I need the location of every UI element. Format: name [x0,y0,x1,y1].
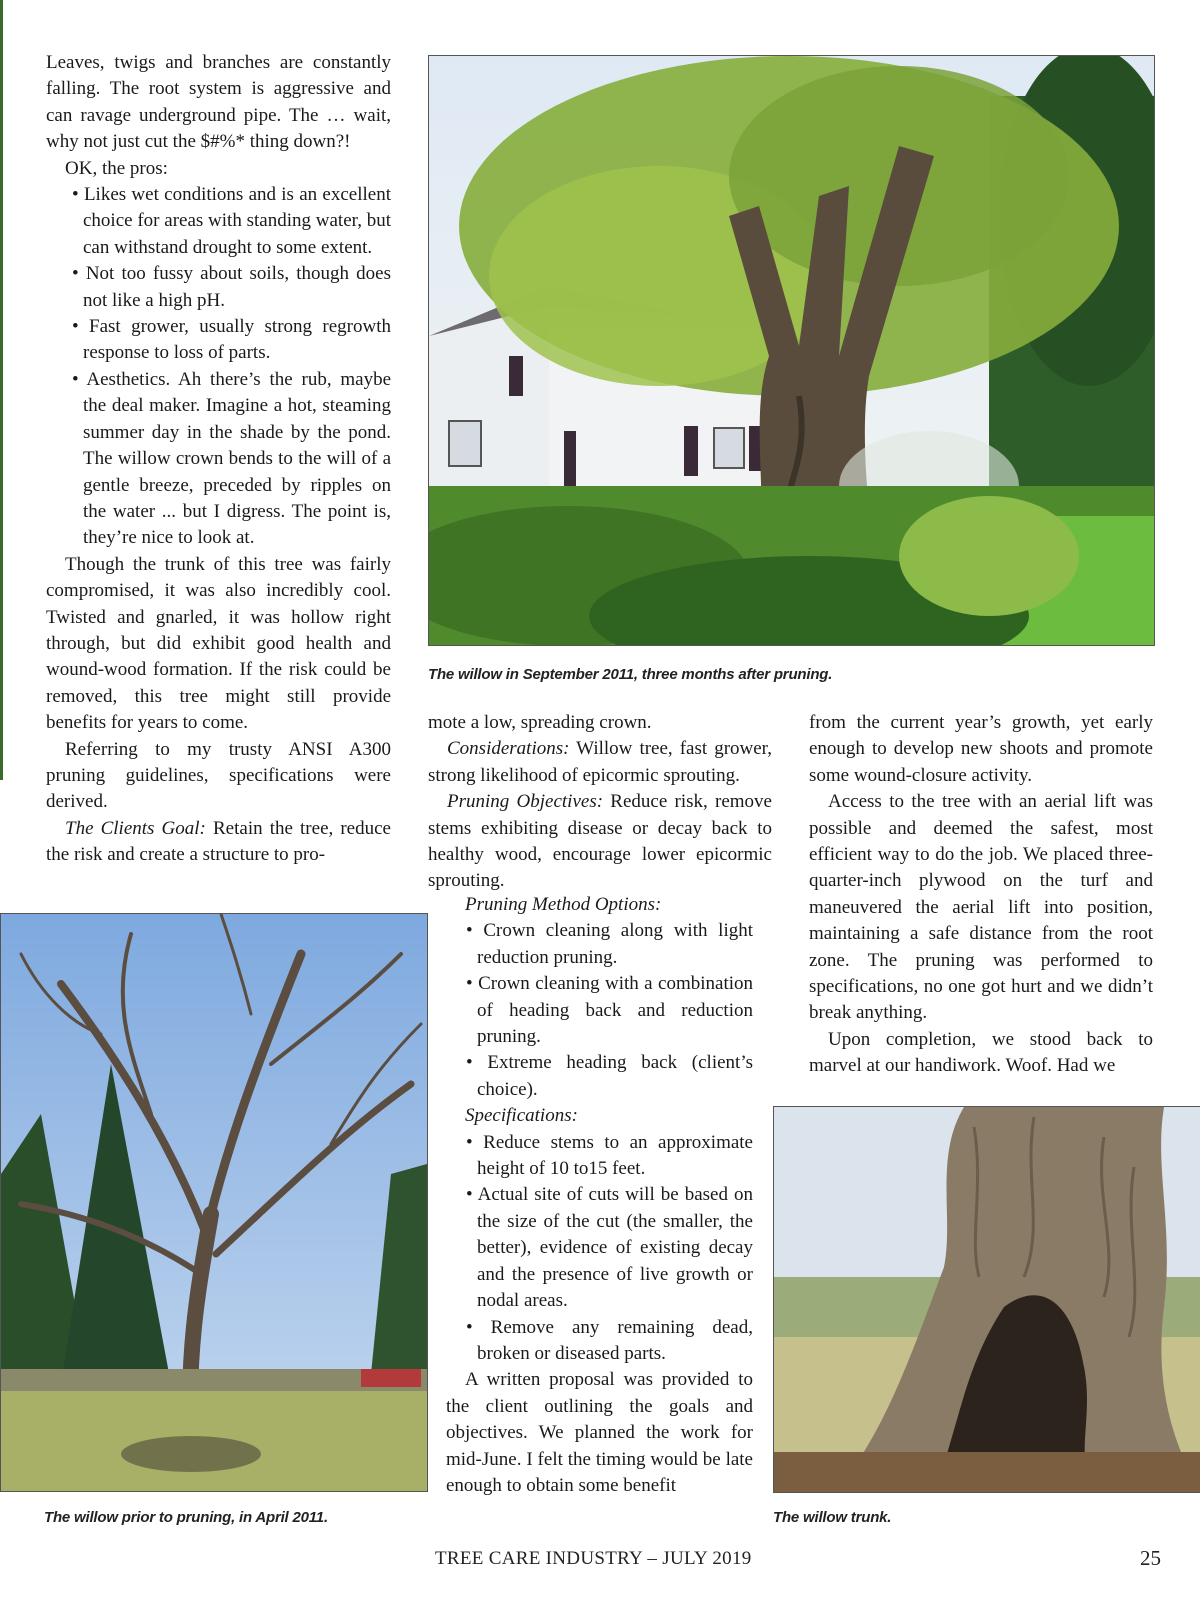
column-3 [809,710,1153,1080]
considerations-paragraph: Considerations: Willow tree, fast grower, strong likelihood of epicormic sprouting. [428,738,772,786]
spec-item: • Remove any remaining dead, broken or diseased parts. [466,1316,753,1364]
pros-item: • Aesthetics. Ah there’s the rub, maybe the deal maker. Imagine a hot, steaming summer day in the shade by the pond. The willow crown bends to the will of a gentle breeze, preceded by ripples on the water ... but I digress. The point is, they’re nice to look at. [72,368,391,549]
photo-willow-trunk [773,1106,1200,1493]
column-1 [46,50,391,869]
column-2-lower [446,892,753,1499]
method-options [446,892,753,1367]
pros-item: • Likes wet conditions and is an excellent choice for areas with standing water, but can withstand drought to some extent. [72,184,392,258]
method-label: Pruning Method Options: [465,894,662,915]
photo-willow-before-pruning [0,913,428,1492]
goal-continued: mote a low, spreading crown. [428,712,652,733]
col3-paragraph-2: Access to the tree with an aerial lift was possible and deemed the safest, most efficient way to do the job. We placed three-quarter-inch plywood on the turf and maneuvered the aerial lift into position, maintaining a safe distance from the root zone. The pruning was performed to specifications, no one got hurt and we didn’t break anything. [809,791,1153,1024]
page-edge-strip [0,0,3,780]
goal-paragraph: The Clients Goal: Retain the tree, reduce the risk and create a structure to pro- [46,817,391,866]
considerations-label: Considerations: [447,738,570,760]
goal-label: The Clients Goal: [65,817,206,839]
trunk-paragraph: Though the trunk of this tree was fairly compromised, it was also incredibly cool. Twisted and gnarled, it was hollow right through, but did exhibit good health and wound-wood formation. If the risk could be removed, this tree might still provide benefits for years to come. [46,553,391,734]
pros-item: • Fast grower, usually strong regrowth response to loss of parts. [72,316,391,364]
caption-top-photo: The willow in September 2011, three months after pruning. [428,666,833,683]
page-number: 25 [1140,1546,1161,1570]
method-item: • Crown cleaning along with light reduction pruning. [466,920,753,968]
caption-left-photo: The willow prior to pruning, in April 2011. [44,1509,328,1526]
col3-paragraph-3: Upon completion, we stood back to marvel at our handiwork. Woof. Had we [809,1028,1153,1077]
ansi-paragraph: Referring to my trusty ANSI A300 pruning guidelines, specifications were derived. [46,738,391,813]
method-item: • Crown cleaning with a combination of heading back and reduction pruning. [466,973,753,1048]
method-item: • Extreme heading back (client’s choice). [466,1052,753,1100]
caption-right-photo: The willow trunk. [773,1509,892,1526]
photo-willow-after-pruning [428,55,1155,646]
spec-item: • Actual site of cuts will be based on the size of the cut (the smaller, the better), evidence of existing decay and the presence of live growth or nodal areas. [466,1184,753,1312]
pros-item: • Not too fussy about soils, though does not like a high pH. [72,263,392,311]
willow-trunk-illustration [774,1107,1200,1492]
pros-list [46,182,391,552]
spec-item: • Reduce stems to an approximate height of 10 to15 feet. [466,1131,753,1180]
footer-magazine: TREE CARE INDUSTRY – JULY 2019 [435,1548,752,1569]
proposal-paragraph: A written proposal was provided to the client outlining the goals and objectives. We planned the work for mid-June. I felt the timing would be late enough to obtain some benefit [446,1369,753,1496]
pros-lead: OK, the pros: [65,157,168,179]
willow-spring-illustration [1,914,427,1491]
col3-paragraph-1: from the current year’s growth, yet early enough to develop new shoots and promote some wound-closure activity. [809,712,1153,786]
objectives-label: Pruning Objectives: [447,791,604,813]
specifications-label: Specifications: [465,1105,578,1127]
column-2 [428,710,772,895]
willow-summer-illustration [429,56,1154,645]
intro-paragraph: Leaves, twigs and branches are constantly falling. The root system is aggressive and can ravage underground pipe. The … wait, why not just cut the $#%* thing down?! [46,52,391,153]
objectives-paragraph: Pruning Objectives: Reduce risk, remove stems exhibiting disease or decay back to healthy wood, encourage lower epicormic sprouting. [428,791,772,892]
